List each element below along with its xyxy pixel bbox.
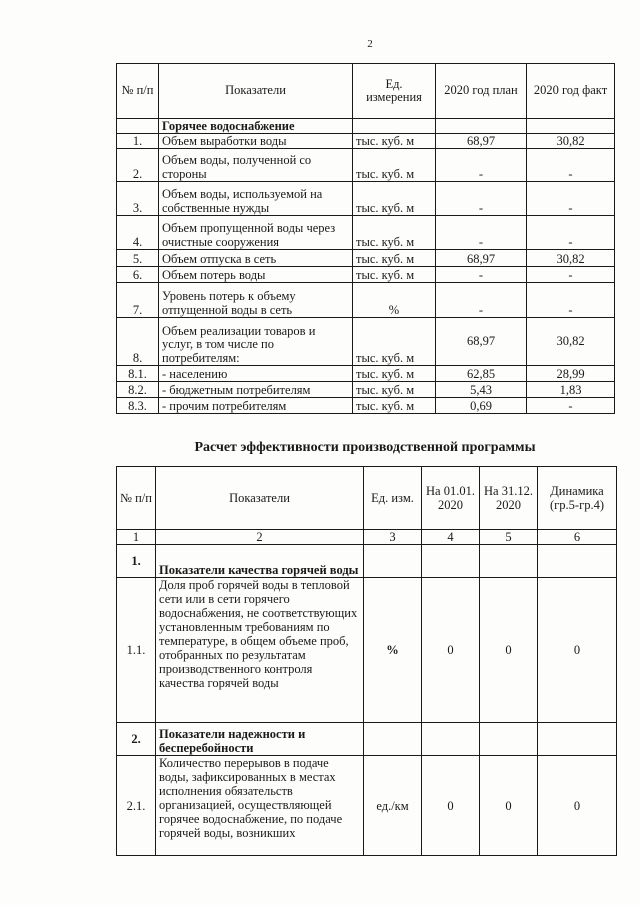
table-row: 2.1. Количество перерывов в подаче воды, зафиксированных в местах исполнения обязательств организацией, осуществляющей горячее водоснабжение, по подаче горячей воды, возникших ед./км 0 0 0 bbox=[117, 756, 617, 856]
table-row: 6. Объем потерь воды тыс. куб. м - - bbox=[117, 267, 615, 283]
header-indicator: Показатели bbox=[156, 467, 364, 530]
table-row: 1. Объем выработки воды тыс. куб. м 68,97 30,82 bbox=[117, 134, 615, 149]
header-num: № п/п bbox=[117, 64, 159, 119]
section-heading: Расчет эффективности производственной программы bbox=[194, 440, 536, 455]
header-indicator: Показатели bbox=[159, 64, 353, 119]
header-fact: 2020 год факт bbox=[527, 64, 615, 119]
table-row: 1.1. Доля проб горячей воды в тепловой сети или в сети горячего водоснабжения, не соответствующих установленным требованиям по температуре, в общем объеме проб, отобранных по результатам производственного контроля качества горячей воды % 0 0 0 bbox=[117, 578, 617, 723]
table-row: 4. Объем пропущенной воды через очистные сооружения тыс. куб. м - - bbox=[117, 216, 615, 250]
section-title: Горячее водоснабжение bbox=[159, 119, 353, 134]
table-row: 5. Объем отпуска в сеть тыс. куб. м 68,97 30,82 bbox=[117, 250, 615, 267]
efficiency-table: № п/п Показатели Ед. изм. На 01.01. 2020 На 31.12. 2020 Динамика (гр.5-гр.4) 1 2 3 4 5 6 1. Показатели качества горячей воды 1.1. Доля проб горячей воды в тепловой сети или в сети горячего водоснабжения, не соответствующих установленным требованиям по температуре, в общем объеме проб, отобранных по результатам производственного контроля качества горячей воды % 0 0 0 2. Показатели надежности и бесперебойности 2.1. Количество перерывов в подаче воды, зафиксированных в местах исполнения обязательств организацией, осуществляющей горячее водоснабжение, по подаче горячей воды, возникших ед./км 0 0 0 bbox=[116, 466, 617, 856]
table-row: 8.2. - бюджетным потребителям тыс. куб. м 5,43 1,83 bbox=[117, 382, 615, 398]
header-dynamics: Динамика (гр.5-гр.4) bbox=[538, 467, 617, 530]
table-row: 2. Показатели надежности и бесперебойности bbox=[117, 723, 617, 756]
page-number: 2 bbox=[367, 38, 373, 50]
table-row: 1. Показатели качества горячей воды bbox=[117, 545, 617, 578]
table-row: 2. Объем воды, полученной со стороны тыс. куб. м - - bbox=[117, 149, 615, 182]
table-row: 7. Уровень потерь к объему отпущенной воды в сеть % - - bbox=[117, 283, 615, 318]
header-plan: 2020 год план bbox=[436, 64, 527, 119]
header-unit: Ед. измерения bbox=[353, 64, 436, 119]
table-row: 8.3. - прочим потребителям тыс. куб. м 0,69 - bbox=[117, 398, 615, 414]
header-end: На 31.12. 2020 bbox=[480, 467, 538, 530]
table-row: 8.1. - населению тыс. куб. м 62,85 28,99 bbox=[117, 366, 615, 382]
table-row: 8. Объем реализации товаров и услуг, в том числе по потребителям: тыс. куб. м 68,97 30,82 bbox=[117, 318, 615, 366]
production-table bbox=[116, 63, 615, 414]
header-num: № п/п bbox=[117, 467, 156, 530]
header-start: На 01.01. 2020 bbox=[422, 467, 480, 530]
table-row: 3. Объем воды, используемой на собственные нужды тыс. куб. м - - bbox=[117, 182, 615, 216]
header-unit: Ед. изм. bbox=[364, 467, 422, 530]
